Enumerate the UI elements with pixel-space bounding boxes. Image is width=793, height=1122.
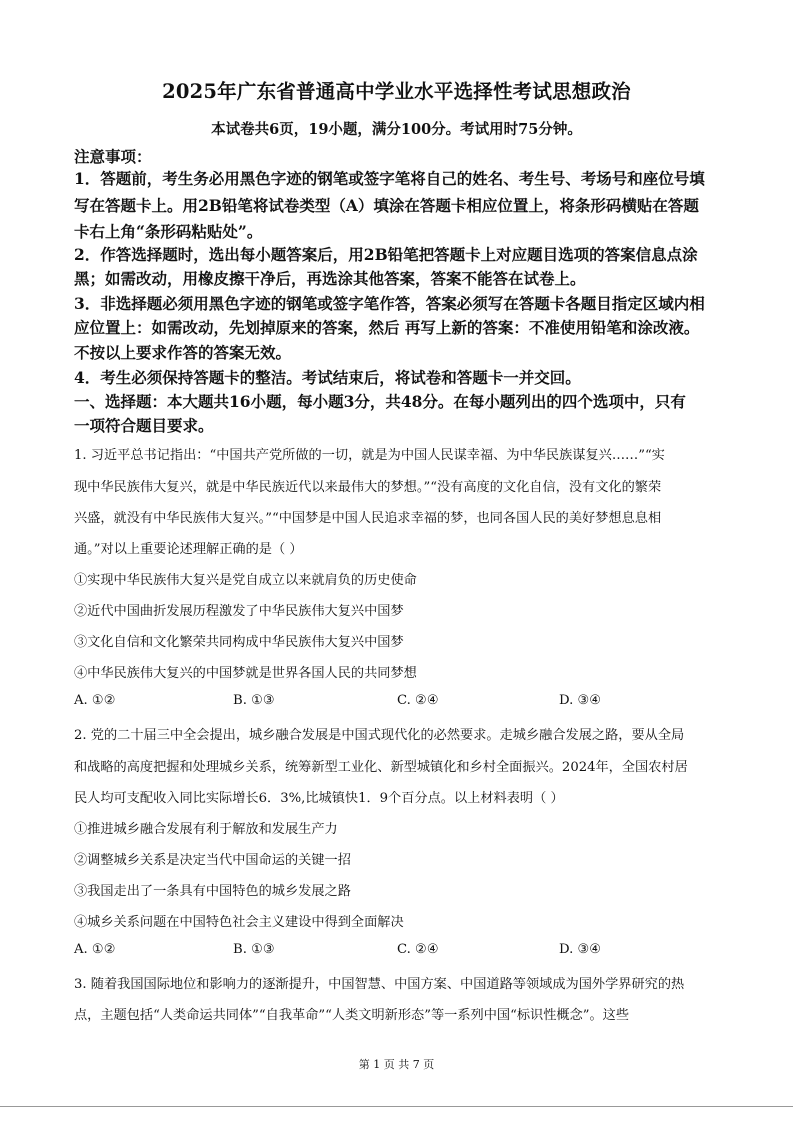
q1-statement: ④中华民族伟大复兴的中国梦就是世界各国人民的共同梦想 (74, 666, 417, 681)
q1-choice-b[interactable]: B. ①③ (233, 693, 275, 708)
q2-choice-a[interactable]: A. ①② (74, 942, 116, 957)
notice-line: 卡右上角“条形码粘贴处”。 (74, 222, 263, 241)
q1-statement-suffix: 中国梦 (364, 635, 404, 650)
section-heading: 一项符合题目要求。 (74, 416, 214, 435)
q2-stem-line: 2. 党的二十届三中全会提出，城乡融合发展是中国式现代化的必然要求。走城乡融合发展之路，要从全局 (74, 728, 685, 743)
notice-line: 不按以上要求作答的答案无效。 (74, 343, 292, 362)
q1-statement: ①实现中华民族伟大复兴是党自成立以来就肩负的历史使命 (74, 573, 417, 588)
q1-stem-line: 兴盛，就没有中华民族伟大复兴。”“中国梦是中国人民追求幸福的梦，也同各国人民的美好梦想息息相 (74, 511, 662, 526)
section-heading: 一、选择题：本大题共16小题，每小题3分，共48分。在每小题列出的四个选项中，只有 (74, 392, 686, 411)
q3-stem-line: 3. 随着我国国际地位和影响力的逐渐提升，中国智慧、中国方案、中国道路等领域成为国外学界研究的热 (74, 977, 685, 992)
q1-statement-text: ③文化自信和文化繁荣共同构成中华民族伟大复兴 (74, 635, 365, 650)
exam-subtitle: 本试卷共6页，19小题，满分100分。考试用时75分钟。 (211, 121, 582, 138)
exam-title: 2025年广东省普通高中学业水平选择性考试思想政治 (162, 80, 631, 103)
q2-choice-b[interactable]: B. ①③ (233, 942, 275, 957)
q1-statement (74, 631, 404, 650)
q1-statement-text: ②近代中国曲折发展历程激发了中华民族伟大复兴 (74, 604, 365, 619)
q1-stem-line: 1. 习近平总书记指出：“中国共产党所做的一切，就是为中国人民谋幸福、为中华民族谋复兴……”“实 (74, 448, 665, 463)
page-number: 第 1 页 共 7 页 (358, 1058, 435, 1071)
notice-line: 黑；如需改动，用橡皮擦干净后，再选涂其他答案，答案不能答在试卷上。 (74, 269, 586, 288)
q2-stem-line: 民人均可支配收入同比实际增长6．3%,比城镇快1．9个百分点。以上材料表明（ ） (74, 791, 564, 806)
notice-heading: 注意事项： (74, 147, 152, 166)
q1-choice-a[interactable]: A. ①② (74, 693, 116, 708)
q1-choice-c[interactable]: C. ②④ (397, 693, 439, 708)
notice-line: 写在答题卡上。用2B铅笔将试卷类型（A）填涂在答题卡相应位置上，将条形码横贴在答题 (74, 196, 699, 215)
q1-statement-suffix: 中国梦 (364, 604, 404, 619)
q2-statement: ②调整城乡关系是决定当代中国命运的关键一招 (74, 853, 351, 868)
q1-stem-line: 现中华民族伟大复兴，就是中华民族近代以来最伟大的梦想。”“没有高度的文化自信，没有文化的繁荣 (74, 480, 662, 495)
q2-statement: ④城乡关系问题在中国特色社会主义建设中得到全面解决 (74, 915, 404, 930)
page-divider (0, 1106, 793, 1107)
q2-choice-c[interactable]: C. ②④ (397, 942, 439, 957)
notice-line: 1．答题前，考生务必用黑色字迹的钢笔或签字笔将自己的姓名、考生号、考场号和座位号填 (74, 169, 705, 188)
q3-stem-line: 点，主题包括“人类命运共同体”“自我革命”“人类文明新形态”等一系列中国“标识性概念”。这些 (74, 1008, 630, 1023)
notice-line: 3．非选择题必须用黑色字迹的钢笔或签字笔作答，答案必须写在答题卡各题目指定区域内相 (74, 294, 705, 313)
q1-statement (74, 600, 404, 619)
notice-line: 应位置上：如需改动，先划掉原来的答案，然后 再写上新的答案：不准使用铅笔和涂改液。 (74, 318, 700, 337)
q2-statement: ③我国走出了一条具有中国特色的城乡发展之路 (74, 884, 351, 899)
notice-line: 2．作答选择题时，选出每小题答案后，用2B铅笔把答题卡上对应题目选项的答案信息点涂 (74, 245, 698, 264)
q2-statement: ①推进城乡融合发展有利于解放和发展生产力 (74, 822, 338, 837)
q1-stem-line: 通。”对以上重要论述理解正确的是（ ） (74, 542, 303, 557)
q1-choice-d[interactable]: D. ③④ (559, 693, 602, 708)
q2-stem-line: 和战略的高度把握和处理城乡关系，统筹新型工业化、新型城镇化和乡村全面振兴。2024年，全国农村居 (74, 760, 688, 775)
notice-line: 4．考生必须保持答题卡的整洁。考试结束后，将试卷和答题卡一并交回。 (74, 368, 581, 387)
q2-choice-d[interactable]: D. ③④ (559, 942, 602, 957)
